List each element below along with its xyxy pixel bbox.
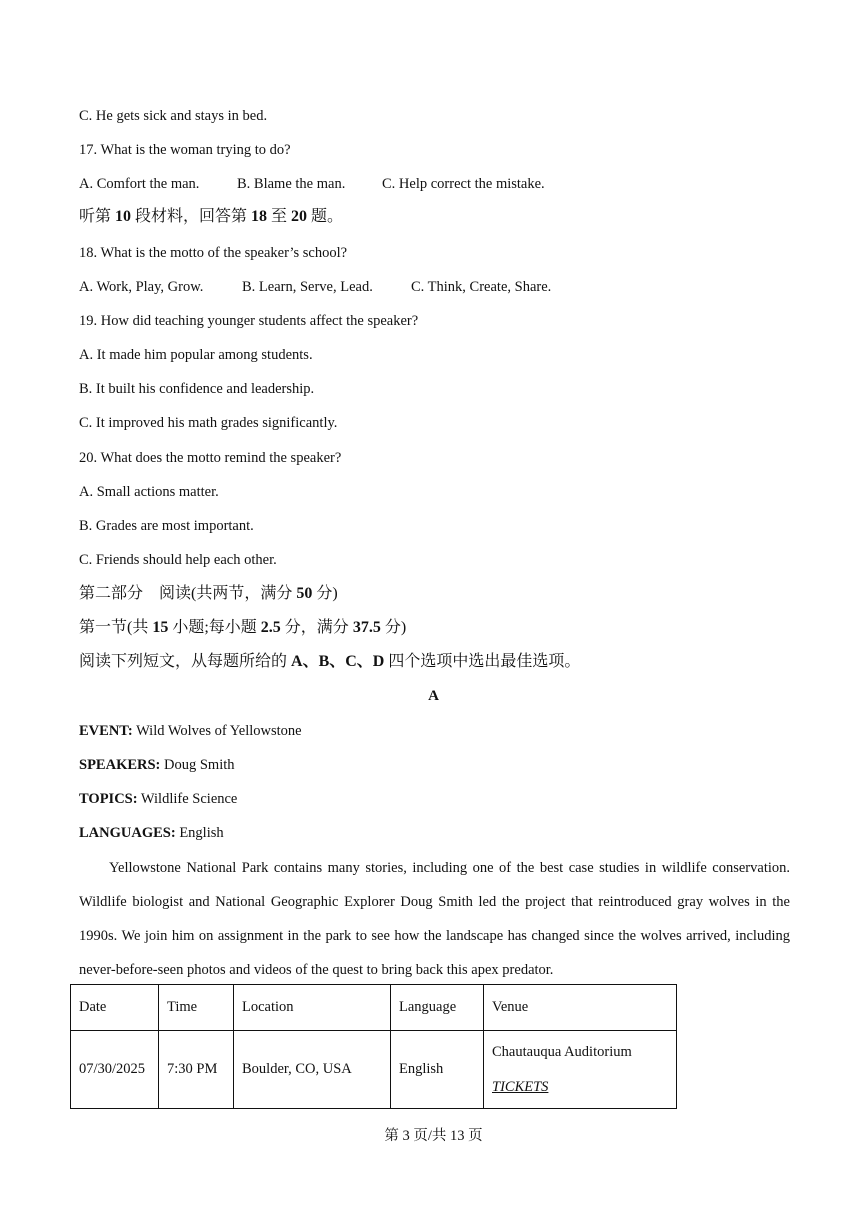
q16-option-c: C. He gets sick and stays in bed. (79, 108, 268, 124)
q17-option-a: A. Comfort the man. (79, 176, 200, 192)
page-footer: 第 3 页/共 13 页 (384, 1128, 483, 1144)
table-header-row (71, 985, 677, 1031)
q19-option-a: A. It made him popular among students. (79, 347, 313, 363)
q20-option-c: C. Friends should help each other. (79, 552, 277, 568)
cell-venue (484, 1031, 677, 1109)
passage-letter: A (428, 688, 439, 704)
q18-options (79, 277, 551, 297)
q17-question: 17. What is the woman trying to do? (79, 142, 291, 158)
section-10-instruction: 听第 10 段材料，回答第 18 至 20 题。 (79, 208, 344, 225)
q19-option-b: B. It built his confidence and leadership. (79, 381, 315, 397)
q18-option-c: C. Think, Create, Share. (411, 279, 552, 295)
header-venue: Venue (484, 985, 677, 1031)
header-language: Language (391, 985, 484, 1031)
cell-language: English (391, 1031, 484, 1109)
q20-question: 20. What does the motto remind the speaker? (79, 450, 342, 466)
q19-option-c: C. It improved his math grades significantly. (79, 415, 338, 431)
speakers-line: SPEAKERS: Doug Smith (79, 757, 235, 773)
event-schedule-table (70, 984, 677, 1109)
tickets-link[interactable]: TICKETS (492, 1079, 549, 1095)
header-location: Location (234, 985, 391, 1031)
table-row (71, 1031, 677, 1109)
cell-date: 07/30/2025 (71, 1031, 159, 1109)
cell-time: 7:30 PM (159, 1031, 234, 1109)
languages-line: LANGUAGES: English (79, 825, 224, 841)
q20-option-a: A. Small actions matter. (79, 484, 219, 500)
q18-option-b: B. Learn, Serve, Lead. (242, 279, 373, 295)
topics-line: TOPICS: Wildlife Science (79, 791, 238, 807)
q17-option-c: C. Help correct the mistake. (382, 176, 545, 192)
q20-option-b: B. Grades are most important. (79, 518, 254, 534)
section1-heading: 第一节(共 15 小题;每小题 2.5 分，满分 37.5 分) (79, 619, 407, 636)
q17-option-b: B. Blame the man. (237, 176, 346, 192)
venue-name: Chautauqua Auditorium (492, 1044, 632, 1060)
q17-options (79, 174, 545, 194)
header-time: Time (159, 985, 234, 1031)
q19-question: 19. How did teaching younger students affect the speaker? (79, 313, 419, 329)
passage-body: Yellowstone National Park contains many stories, including one of the best case studies in wildlife conservation. Wildlife biologist and National Geographic Explorer Doug Smith led the project that reintroduced gray wolves in the 1990s. We join him on assignment in the park to see how the landscape has changed since the wolves arrived, including never-before-seen photos and videos of the quest to bring back this apex predator. (79, 860, 790, 978)
part2-heading: 第二部分 阅读(共两节，满分 50 分) (79, 585, 338, 602)
header-date: Date (71, 985, 159, 1031)
reading-instruction: 阅读下列短文，从每题所给的 A、B、C、D 四个选项中选出最佳选项。 (79, 653, 581, 670)
event-line: EVENT: Wild Wolves of Yellowstone (79, 723, 302, 739)
cell-location: Boulder, CO, USA (234, 1031, 391, 1109)
q18-question: 18. What is the motto of the speaker’s school? (79, 245, 348, 261)
q18-option-a: A. Work, Play, Grow. (79, 279, 204, 295)
